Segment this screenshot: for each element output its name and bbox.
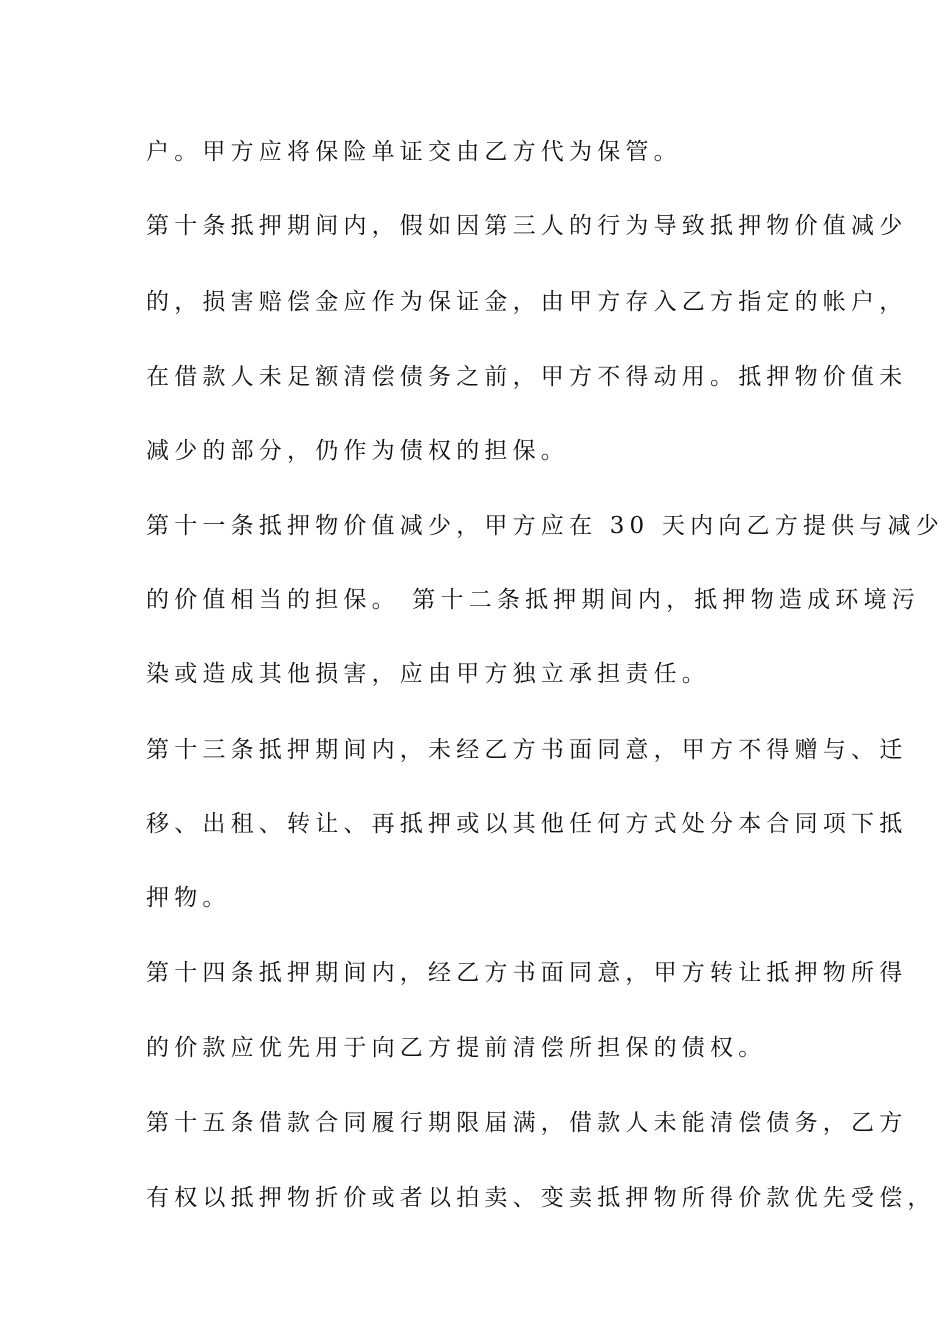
text-line: 移、出租、转让、再抵押或以其他任何方式处分本合同项下抵 [146, 811, 908, 837]
text-line: 押物。 [146, 885, 231, 911]
text-line: 染或造成其他损害，应由甲方独立承担责任。 [146, 661, 710, 687]
text-line: 减少的部分，仍作为债权的担保。 [146, 438, 569, 464]
text-line: 第十四条抵押期间内，经乙方书面同意，甲方转让抵押物所得 [146, 960, 908, 986]
text-line: 的价款应优先用于向乙方提前清偿所担保的债权。 [146, 1035, 767, 1061]
text-line: 第十条抵押期间内，假如因第三人的行为导致抵押物价值减少 [146, 213, 908, 239]
text-line: 有权以抵押物折价或者以拍卖、变卖抵押物所得价款优先受偿， [146, 1185, 936, 1211]
text-line: 第十一条抵押物价值减少，甲方应在 30 天内向乙方提供与减少 [146, 513, 944, 539]
text-line: 的价值相当的担保。 第十二条抵押期间内，抵押物造成环境污 [146, 587, 920, 613]
text-line: 的，损害赔偿金应作为保证金，由甲方存入乙方指定的帐户， [146, 289, 908, 315]
text-line: 第十五条借款合同履行期限届满，借款人未能清偿债务，乙方 [146, 1110, 908, 1136]
text-line: 在借款人未足额清偿债务之前，甲方不得动用。抵押物价值未 [146, 364, 908, 390]
text-line: 户。甲方应将保险单证交由乙方代为保管。 [146, 139, 682, 165]
text-line: 第十三条抵押期间内，未经乙方书面同意，甲方不得赠与、迁 [146, 737, 908, 763]
